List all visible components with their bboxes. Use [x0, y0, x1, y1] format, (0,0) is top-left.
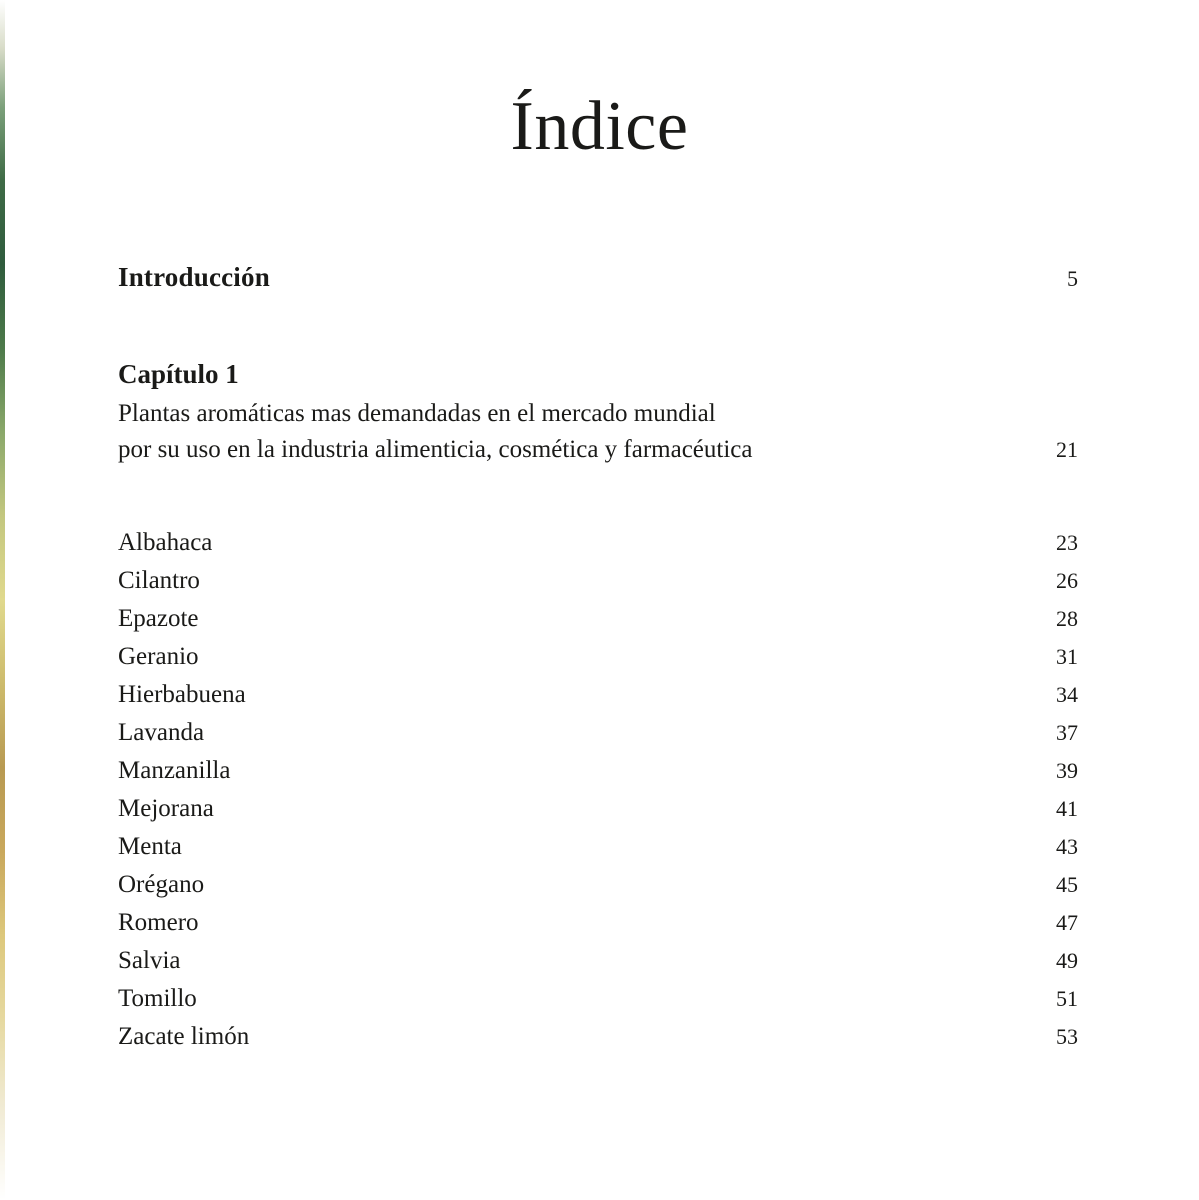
plant-page: 34: [1056, 682, 1078, 707]
toc-chapter-desc-line-1: Plantas aromáticas mas demandadas en el mercado mundial: [118, 400, 716, 427]
list-item[interactable]: [118, 833, 1078, 871]
toc-plant-list: [118, 529, 1078, 1061]
plant-name: Salvia: [118, 947, 181, 974]
toc-chapter-label: Capítulo 1: [118, 359, 239, 389]
plant-name: Romero: [118, 909, 199, 936]
plant-name: Tomillo: [118, 985, 197, 1012]
plant-page: 49: [1056, 948, 1078, 973]
plant-page: 47: [1056, 910, 1078, 935]
plant-name: Menta: [118, 833, 182, 860]
list-item[interactable]: [118, 529, 1078, 567]
plant-page: 51: [1056, 986, 1078, 1011]
toc-content: [118, 262, 1078, 1061]
list-item[interactable]: [118, 605, 1078, 643]
plant-name: Albahaca: [118, 529, 213, 556]
toc-entry-capitulo-1[interactable]: [118, 359, 1078, 467]
list-item[interactable]: [118, 795, 1078, 833]
list-item[interactable]: [118, 757, 1078, 795]
toc-chapter-desc-line-2: por su uso en la industria alimenticia, cosmética y farmacéutica: [118, 435, 753, 463]
list-item[interactable]: [118, 909, 1078, 947]
toc-entry-introduccion-label: Introducción: [118, 262, 270, 292]
plant-page: 37: [1056, 720, 1078, 745]
toc-chapter-page: 21: [1056, 436, 1078, 462]
plant-page: 45: [1056, 872, 1078, 897]
plant-page: 28: [1056, 606, 1078, 631]
plant-page: 53: [1056, 1024, 1078, 1049]
list-item[interactable]: [118, 681, 1078, 719]
plant-page: 39: [1056, 758, 1078, 783]
plant-name: Cilantro: [118, 567, 200, 594]
plant-name: Epazote: [118, 605, 199, 632]
plant-page: 26: [1056, 568, 1078, 593]
plant-name: Geranio: [118, 643, 199, 670]
list-item[interactable]: [118, 871, 1078, 909]
list-item[interactable]: [118, 719, 1078, 757]
page-title: Índice: [510, 88, 689, 165]
plant-page: 31: [1056, 644, 1078, 669]
plant-name: Hierbabuena: [118, 681, 246, 708]
plant-page: 43: [1056, 834, 1078, 859]
list-item[interactable]: [118, 947, 1078, 985]
toc-entry-introduccion-page: 5: [1067, 266, 1078, 291]
plant-name: Zacate limón: [118, 1023, 250, 1050]
list-item[interactable]: [118, 985, 1078, 1023]
plant-name: Manzanilla: [118, 757, 231, 784]
plant-name: Mejorana: [118, 795, 214, 822]
plant-page: 23: [1056, 530, 1078, 555]
list-item[interactable]: [118, 1023, 1078, 1061]
toc-entry-introduccion[interactable]: [118, 262, 1078, 293]
list-item[interactable]: [118, 643, 1078, 681]
plant-page: 41: [1056, 796, 1078, 821]
plant-name: Orégano: [118, 871, 205, 898]
plant-name: Lavanda: [118, 719, 205, 746]
list-item[interactable]: [118, 567, 1078, 605]
